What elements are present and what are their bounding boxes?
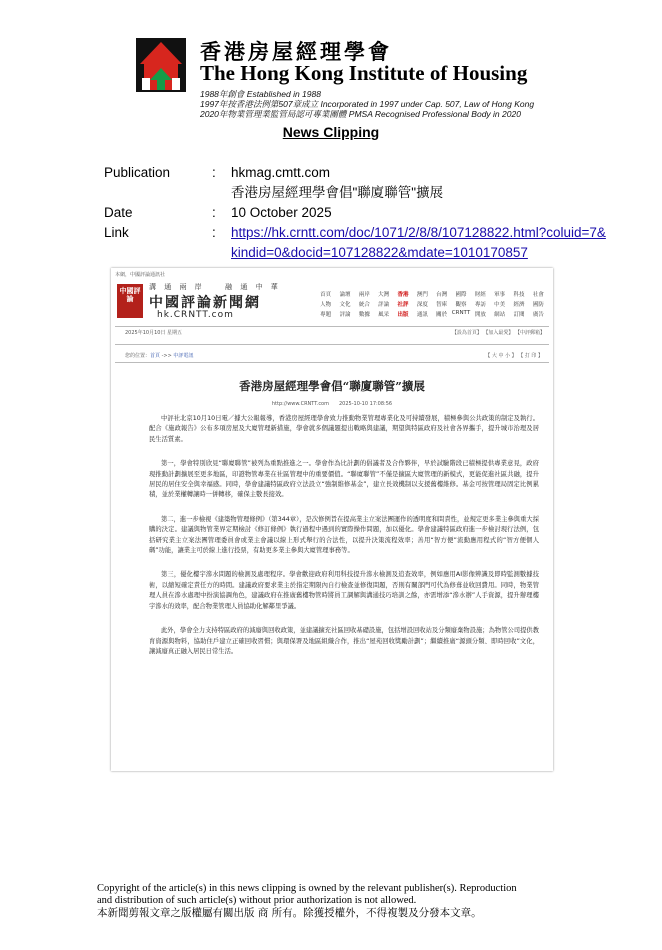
divider bbox=[115, 362, 549, 363]
institute-header bbox=[132, 34, 552, 126]
publication-label: Publication bbox=[104, 165, 171, 180]
org-name-en: The Hong Kong Institute of Housing bbox=[200, 61, 528, 85]
publication-value: hkmag.cmtt.com bbox=[231, 165, 331, 180]
crntt-nav-item: 訂閱 bbox=[513, 312, 525, 318]
crntt-nav-item: 深度 bbox=[416, 302, 428, 308]
crumb-section: 中評電訊 bbox=[173, 353, 194, 359]
crntt-nav-item: 智庫 bbox=[436, 302, 448, 308]
article-clipping-image bbox=[111, 268, 553, 771]
crumb-home: 首頁 bbox=[150, 353, 161, 359]
article-link-line2[interactable]: kindid=0&docid=107128822&mdate=1010170857 bbox=[231, 245, 528, 260]
crumb-prefix: 您的位置： bbox=[125, 353, 151, 359]
crntt-nav-item: 統合 bbox=[358, 302, 370, 308]
article-paragraph: 第三，優化樓宇滲水問題的檢測及處理程序。學會歡迎政府利用科技提升滲水檢測及追查效率，例如應用AI影像辨識及即時監測數據技術，以縮短確定責任方的時間。建議政府要求業主於指定期限內自行檢查並修復問題，否則有關部門可代為修葺並收回費用。同時，物業管理人員在滲水處理中扮演協調角色，建議政府在推廣舊樓物管時將員工調解與溝通技巧培訓之餘，亦需增添“滲水辦”人手資源，提升辦理樓宇滲水的效率，配合物業管理人員協助化解鄰里爭議。 bbox=[149, 571, 539, 610]
divider bbox=[115, 326, 549, 327]
date-label: Date bbox=[104, 205, 133, 220]
crntt-nav-item: 評論 bbox=[378, 302, 390, 308]
separator: : bbox=[212, 225, 216, 240]
crntt-nav-item: 關於 bbox=[436, 312, 448, 318]
font-size-control: 【 大 中 小 】 【 打 印 】 bbox=[485, 353, 543, 359]
separator: : bbox=[212, 165, 216, 180]
page-title: News Clipping bbox=[282, 124, 380, 140]
crntt-nav-item: 專訪 bbox=[474, 302, 486, 308]
crntt-nav-item: 香港 bbox=[397, 292, 409, 298]
separator: : bbox=[212, 205, 216, 220]
crntt-nav-item: 首頁 bbox=[320, 292, 332, 298]
clip-tools: 【設為首頁】 【加入最愛】 【中評郵箱】 bbox=[451, 330, 545, 336]
crntt-nav-item: CRNTT bbox=[451, 310, 471, 316]
crntt-nav-item: 文化 bbox=[339, 302, 351, 308]
clip-headline: 香港房屋經理學會倡“聯廈聯管”擴展 bbox=[239, 379, 425, 393]
copyright-line-zh: 本新聞剪報文章之版權屬有關出版 商 所有。除獲授權外，不得複製及分發本文章。 bbox=[97, 907, 482, 919]
crntt-nav-item: 科技 bbox=[513, 292, 525, 298]
article-paragraph: 此外，學會全力支持特區政府的減廢與回收政策，並建議擴充社區回收基礎設施，包括增設回收站及分類廢棄物設施；為物管公司提供教育資源與物料，協助住戶建立正確回收習慣；與環保署及地區組織合作，推出“屋苑回收獎勵計劃”；繼續推廣“源頭分類、即時回收”文化，讓減廢真正融入居民日常生活。 bbox=[149, 627, 539, 655]
crntt-nav-item: 澳門 bbox=[416, 292, 428, 298]
crumb-sep: ->> bbox=[160, 353, 174, 359]
crntt-nav-item: 社會 bbox=[532, 292, 544, 298]
crntt-slogan: 溝 通 兩 岸 融 通 中 華 bbox=[149, 283, 281, 291]
crntt-nav-item: 數據 bbox=[358, 312, 370, 318]
crntt-site-name: 中國評論新聞網 bbox=[149, 295, 261, 311]
divider bbox=[115, 344, 549, 345]
crntt-nav-grid bbox=[316, 290, 548, 318]
crntt-nav-item: 中美 bbox=[494, 302, 506, 308]
clip-top-note: 本網，中國評論通訊社 bbox=[115, 272, 166, 278]
clip-date-line: 2025年10月10日 星期五 bbox=[125, 330, 183, 336]
crntt-nav-item: 台灣 bbox=[436, 292, 448, 298]
crntt-nav-item: 大灣 bbox=[378, 292, 390, 298]
org-established: 1988年創會 Established in 1988 bbox=[200, 89, 321, 99]
crntt-nav-item: 經濟 bbox=[513, 302, 525, 308]
article-link-line1[interactable]: https://hk.crntt.com/doc/1071/2/8/8/107128822.html?coluid=7& bbox=[231, 225, 606, 240]
crntt-nav-item: 社評 bbox=[397, 302, 409, 308]
crntt-nav-item: 開放 bbox=[474, 312, 486, 318]
breadcrumb bbox=[125, 352, 193, 359]
org-incorporated: 1997年按香港法例第507章成立 Incorporated in 1997 under Cap. 507, Law of Hong Kong bbox=[200, 99, 535, 109]
crntt-nav-item: 國際 bbox=[455, 292, 467, 298]
crntt-nav-item: 網站 bbox=[494, 312, 506, 318]
crntt-nav-item: 兩岸 bbox=[358, 292, 370, 298]
crntt-nav-item: 廣告 bbox=[532, 312, 544, 318]
article-paragraph: 第二，進一步檢視《建築物管理條例》（第344章），是次修例旨在提高業主立案法團運作的透明度和問責性，並規定更多業主參與重大採購的決定。建議與物管業界定期檢討《修訂條例》執行過程中遇到的實際操作問題，加以優化。學會建議特區政府進一步檢討現行法例，包括研究業主立案法團管理委員會或業主會議以線上形式舉行的合法性，以提升決策流程效率；善用“智方便”流動應用程式的“智方便個人碼”功能，讓業主可於線上進行投票，有助更多業主參與大廈管理事務等。 bbox=[149, 515, 539, 555]
crntt-nav-item: 軍事 bbox=[494, 292, 506, 298]
link-label: Link bbox=[104, 225, 129, 240]
crntt-nav-item: 評論 bbox=[339, 312, 351, 318]
crntt-domain: hk.CRNTT.com bbox=[157, 310, 234, 320]
crntt-nav-item: 觀察 bbox=[455, 302, 467, 308]
crntt-nav-item: 財經 bbox=[474, 292, 486, 298]
clip-source-line: http://www.CRNTT.com 2025-10-10 17:08:56 bbox=[271, 401, 393, 407]
article-paragraph: 第一，學會特別欣見“聯廈聯管”被列為重點推進之一。學會作為比計劃的倡議者及合作夥伴，早於試驗階段已積極提供專業意見，政府現推動計劃擴展至更多地區，印證物管專業在社區管理中的重要價值。“聯廈聯管”不僅是擴區大廈管理的新模式，更能促進社區共融，提升居民的居住安全與幸福感。同時，學會建議特區政府立法設立“強制維修基金”，建立長效機制以支援舊樓維修。基金可按管理局固定比例累積，並於業權轉讓時一併轉移，確保主數長接效。 bbox=[149, 460, 539, 499]
clip-article-body bbox=[149, 414, 539, 671]
org-recognition: 2020年物業管理業監管局認可專業團體 PMSA Recognised Professional Body in 2020 bbox=[200, 109, 521, 119]
headline-value: 香港房屋經理學會倡"聯廈聯管"擴展 bbox=[231, 185, 444, 200]
house-arrow-icon bbox=[132, 34, 190, 96]
crntt-nav-item: 風采 bbox=[378, 312, 390, 318]
crntt-nav-item: 國防 bbox=[532, 302, 544, 308]
crntt-nav-item: 論壇 bbox=[339, 292, 351, 298]
org-name-zh: 香港房屋經理學會 bbox=[200, 39, 392, 64]
crntt-nav-item: 專題 bbox=[320, 312, 332, 318]
crntt-nav-item: 通訊 bbox=[416, 312, 428, 318]
crntt-seal-icon: 中國評論 bbox=[117, 284, 143, 318]
copyright-line-1: Copyright of the article(s) in this news clipping is owned by the relevant publisher(s). Reproduction bbox=[97, 883, 517, 894]
article-paragraph: 中評社北京10月10日電／據大公報報導，香港房屋經理學會致力推動物業管理專業化及可持續發展，積極參與公共政策的制定及執行。配合《施政報告》公布多項房屋及大廈管理新措施，學會就多個議題提出戰略與建議，期望與特區政府及社會各界攜手，提升城市治理及居民生活質素。 bbox=[149, 415, 539, 443]
crntt-nav-item: 出版 bbox=[397, 312, 409, 318]
crntt-nav-item: 人物 bbox=[320, 302, 332, 308]
copyright-line-2: and distribution of such article(s) without prior authorization is not allowed. bbox=[97, 895, 417, 906]
copyright-footer bbox=[97, 883, 517, 919]
date-value: 10 October 2025 bbox=[231, 205, 332, 220]
